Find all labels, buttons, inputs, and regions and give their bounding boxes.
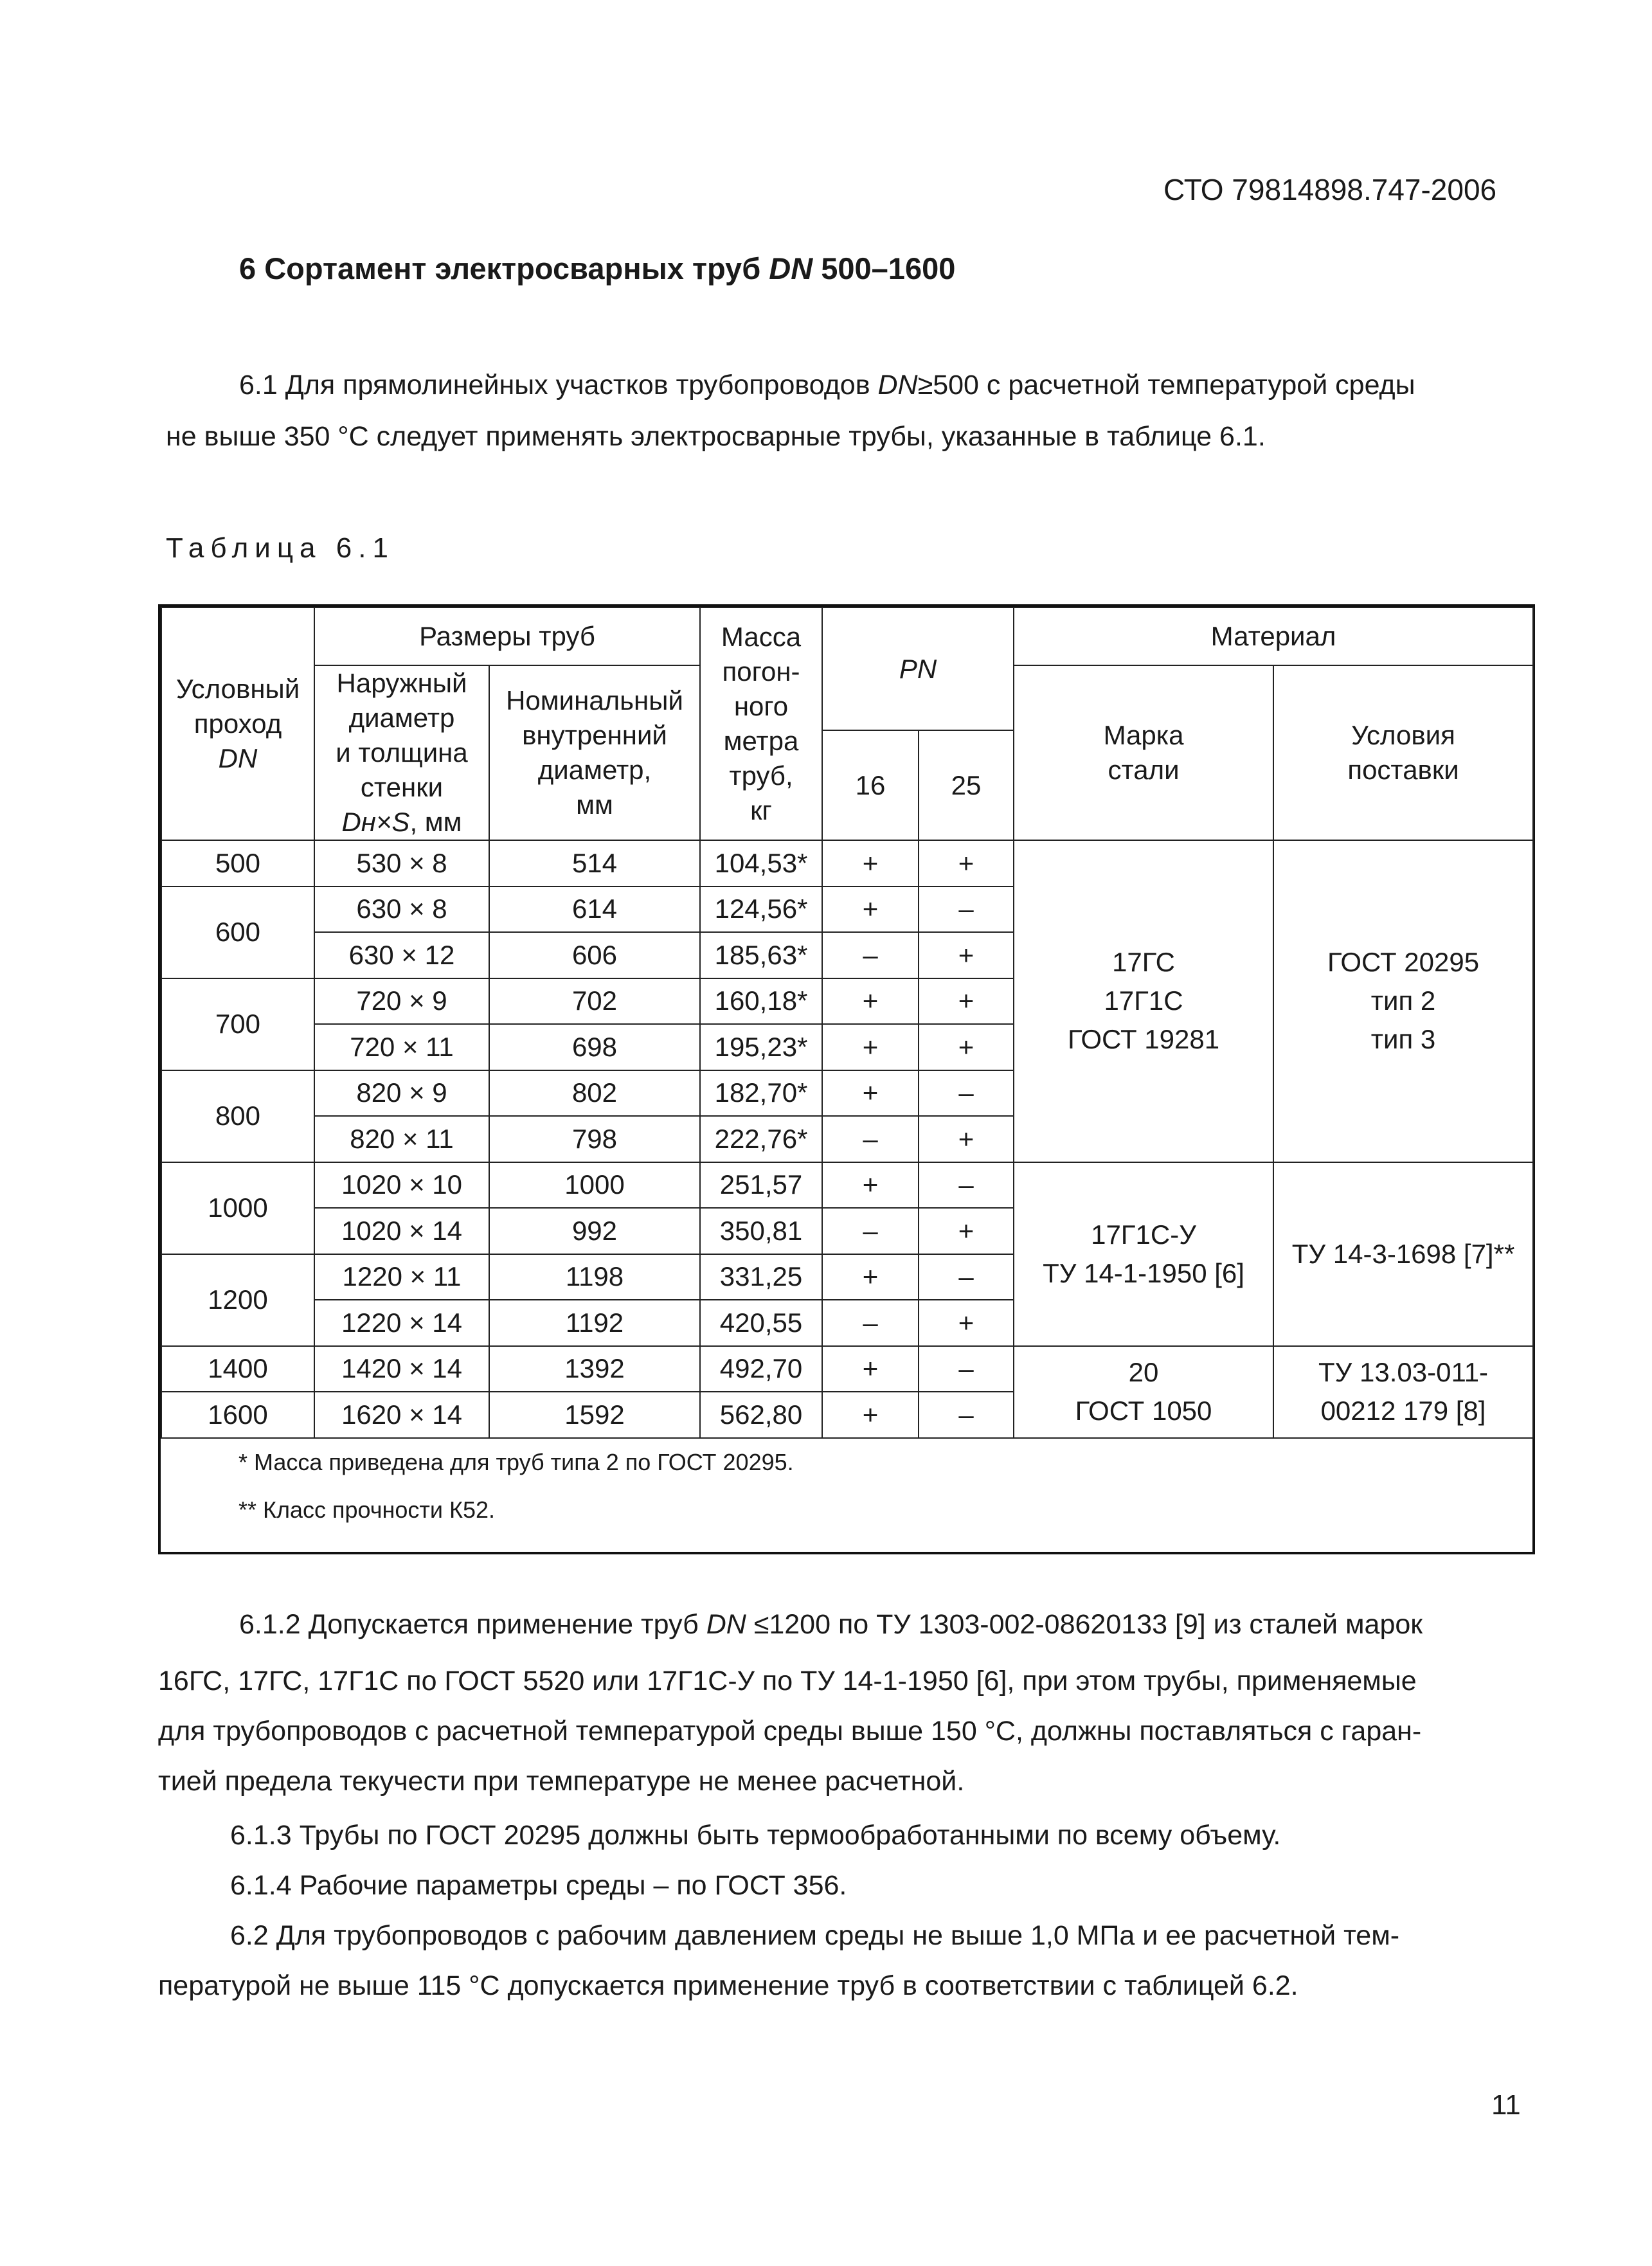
mass-cell: 331,25 bbox=[700, 1254, 822, 1300]
inner-cell: 698 bbox=[489, 1024, 700, 1070]
inner-cell: 798 bbox=[489, 1116, 700, 1162]
mass-cell: 420,55 bbox=[700, 1300, 822, 1346]
header-material: Материал bbox=[1014, 607, 1533, 665]
size-cell: 630 × 8 bbox=[314, 886, 489, 933]
size-cell: 720 × 9 bbox=[314, 978, 489, 1025]
mass-cell: 124,56* bbox=[700, 886, 822, 933]
footnote-mass: * Масса приведена для труб типа 2 по ГОСТ 20295. bbox=[238, 1448, 794, 1475]
pn16-cell: + bbox=[822, 840, 919, 886]
inner-cell: 514 bbox=[489, 840, 700, 886]
dn-cell: 1200 bbox=[161, 1254, 314, 1346]
inner-cell: 1592 bbox=[489, 1392, 700, 1438]
pn16-cell: + bbox=[822, 1024, 919, 1070]
header-steel-grade: Марка стали bbox=[1014, 665, 1273, 840]
mass-cell: 562,80 bbox=[700, 1392, 822, 1438]
page-number: 11 bbox=[1491, 2089, 1521, 2121]
inner-cell: 992 bbox=[489, 1208, 700, 1254]
steel-group-3: 20 ГОСТ 1050 bbox=[1014, 1346, 1273, 1438]
pn16-cell: + bbox=[822, 1346, 919, 1392]
table-6-1 bbox=[158, 604, 1535, 1554]
pn25-cell: + bbox=[919, 1116, 1014, 1162]
dn-cell: 1400 bbox=[161, 1346, 314, 1392]
mass-cell: 222,76* bbox=[700, 1116, 822, 1162]
paragraph-6-1-line2: не выше 350 °С следует применять электросварные трубы, указанные в таблице 6.1. bbox=[166, 421, 1266, 452]
mass-cell: 104,53* bbox=[700, 840, 822, 886]
paragraph-6-1-2-line1: 6.1.2 Допускается применение труб DN ≤1200 по ТУ 1303-002-08620133 [9] из сталей марок bbox=[239, 1609, 1423, 1640]
header-pn25: 25 bbox=[919, 730, 1014, 840]
size-cell: 1620 × 14 bbox=[314, 1392, 489, 1438]
mass-cell: 182,70* bbox=[700, 1070, 822, 1117]
size-cell: 530 × 8 bbox=[314, 840, 489, 886]
steel-group-1: 17ГС 17Г1С ГОСТ 19281 bbox=[1014, 840, 1273, 1162]
inner-cell: 1192 bbox=[489, 1300, 700, 1346]
pn16-cell: + bbox=[822, 1392, 919, 1438]
paragraph-6-1-line1: 6.1 Для прямолинейных участков трубопроводов DN≥500 с расчетной температурой среды bbox=[239, 370, 1415, 400]
dn-cell: 500 bbox=[161, 840, 314, 886]
paragraph-6-1-4: 6.1.4 Рабочие параметры среды – по ГОСТ 356. bbox=[230, 1870, 847, 1901]
inner-cell: 802 bbox=[489, 1070, 700, 1117]
inner-cell: 1000 bbox=[489, 1162, 700, 1209]
pn16-cell: + bbox=[822, 1254, 919, 1300]
mass-cell: 195,23* bbox=[700, 1024, 822, 1070]
supply-group-2: ТУ 14-3-1698 [7]** bbox=[1273, 1162, 1533, 1346]
paragraph-6-2-line1: 6.2 Для трубопроводов с рабочим давлением среды не выше 1,0 МПа и ее расчетной тем- bbox=[230, 1920, 1400, 1951]
mass-cell: 492,70 bbox=[700, 1346, 822, 1392]
size-cell: 820 × 11 bbox=[314, 1116, 489, 1162]
supply-group-3: ТУ 13.03-011- 00212 179 [8] bbox=[1273, 1346, 1533, 1438]
table-row bbox=[161, 840, 1533, 886]
pn25-cell: – bbox=[919, 1392, 1014, 1438]
pn25-cell: + bbox=[919, 932, 1014, 978]
pn16-cell: – bbox=[822, 932, 919, 978]
header-supply-conditions: Условия поставки bbox=[1273, 665, 1533, 840]
pn16-cell: + bbox=[822, 1070, 919, 1117]
pn25-cell: – bbox=[919, 886, 1014, 933]
mass-cell: 251,57 bbox=[700, 1162, 822, 1209]
size-cell: 720 × 11 bbox=[314, 1024, 489, 1070]
size-cell: 820 × 9 bbox=[314, 1070, 489, 1117]
pn16-cell: – bbox=[822, 1208, 919, 1254]
size-cell: 1220 × 14 bbox=[314, 1300, 489, 1346]
table-row bbox=[161, 1346, 1533, 1392]
mass-cell: 160,18* bbox=[700, 978, 822, 1025]
pn16-cell: + bbox=[822, 1162, 919, 1209]
footnote-strength: ** Класс прочности К52. bbox=[238, 1496, 496, 1523]
mass-cell: 350,81 bbox=[700, 1208, 822, 1254]
table-label: Таблица 6.1 bbox=[166, 532, 395, 564]
dn-cell: 800 bbox=[161, 1070, 314, 1162]
paragraph-6-1-2-line4: тией предела текучести при температуре не менее расчетной. bbox=[158, 1766, 965, 1797]
table-row bbox=[161, 1162, 1533, 1209]
paragraph-6-2-line2: пературой не выше 115 °С допускается применение труб в соответствии с таблицей 6.2. bbox=[158, 1970, 1298, 2001]
inner-cell: 1198 bbox=[489, 1254, 700, 1300]
header-dn: Условный проход DN bbox=[161, 607, 314, 840]
section-title: 6 Сортамент электросварных труб DN 500–1600 bbox=[239, 251, 956, 285]
paragraph-6-1-2-line2: 16ГС, 17ГС, 17Г1С по ГОСТ 5520 или 17Г1С-У по ТУ 14-1-1950 [6], при этом трубы, применяемые bbox=[158, 1666, 1417, 1696]
pn25-cell: + bbox=[919, 1208, 1014, 1254]
steel-group-2: 17Г1С-У ТУ 14-1-1950 [6] bbox=[1014, 1162, 1273, 1346]
paragraph-6-1-3: 6.1.3 Трубы по ГОСТ 20295 должны быть термообработанными по всему объему. bbox=[230, 1820, 1281, 1851]
size-cell: 1020 × 10 bbox=[314, 1162, 489, 1209]
supply-group-1: ГОСТ 20295 тип 2 тип 3 bbox=[1273, 840, 1533, 1162]
pn25-cell: – bbox=[919, 1254, 1014, 1300]
paragraph-6-1-2-line3: для трубопроводов с расчетной температурой среды выше 150 °С, должны поставляться с гаран- bbox=[158, 1716, 1422, 1747]
inner-cell: 614 bbox=[489, 886, 700, 933]
pn25-cell: + bbox=[919, 1300, 1014, 1346]
dn-cell: 1000 bbox=[161, 1162, 314, 1254]
table-footnotes bbox=[161, 1438, 1533, 1541]
inner-cell: 606 bbox=[489, 932, 700, 978]
size-cell: 1420 × 14 bbox=[314, 1346, 489, 1392]
pn25-cell: + bbox=[919, 1024, 1014, 1070]
pn25-cell: + bbox=[919, 978, 1014, 1025]
inner-cell: 1392 bbox=[489, 1346, 700, 1392]
pn16-cell: + bbox=[822, 886, 919, 933]
inner-cell: 702 bbox=[489, 978, 700, 1025]
header-mass: Масса погон- ного метра труб, кг bbox=[700, 607, 822, 840]
size-cell: 1020 × 14 bbox=[314, 1208, 489, 1254]
pn25-cell: – bbox=[919, 1162, 1014, 1209]
dn-cell: 700 bbox=[161, 978, 314, 1070]
document-code: СТО 79814898.747-2006 bbox=[1163, 173, 1497, 206]
pn16-cell: – bbox=[822, 1300, 919, 1346]
mass-cell: 185,63* bbox=[700, 932, 822, 978]
pn16-cell: – bbox=[822, 1116, 919, 1162]
pn16-cell: + bbox=[822, 978, 919, 1025]
dn-cell: 1600 bbox=[161, 1392, 314, 1438]
pn25-cell: – bbox=[919, 1070, 1014, 1117]
header-sizes: Размеры труб bbox=[314, 607, 700, 665]
size-cell: 1220 × 11 bbox=[314, 1254, 489, 1300]
dn-cell: 600 bbox=[161, 886, 314, 978]
header-outer-diameter: Наружный диаметр и толщина стенки Dн×S, мм bbox=[314, 665, 489, 840]
pn25-cell: – bbox=[919, 1346, 1014, 1392]
header-inner-diameter: Номинальный внутренний диаметр, мм bbox=[489, 665, 700, 840]
header-pn: PN bbox=[822, 607, 1014, 730]
pn25-cell: + bbox=[919, 840, 1014, 886]
header-pn16: 16 bbox=[822, 730, 919, 840]
size-cell: 630 × 12 bbox=[314, 932, 489, 978]
